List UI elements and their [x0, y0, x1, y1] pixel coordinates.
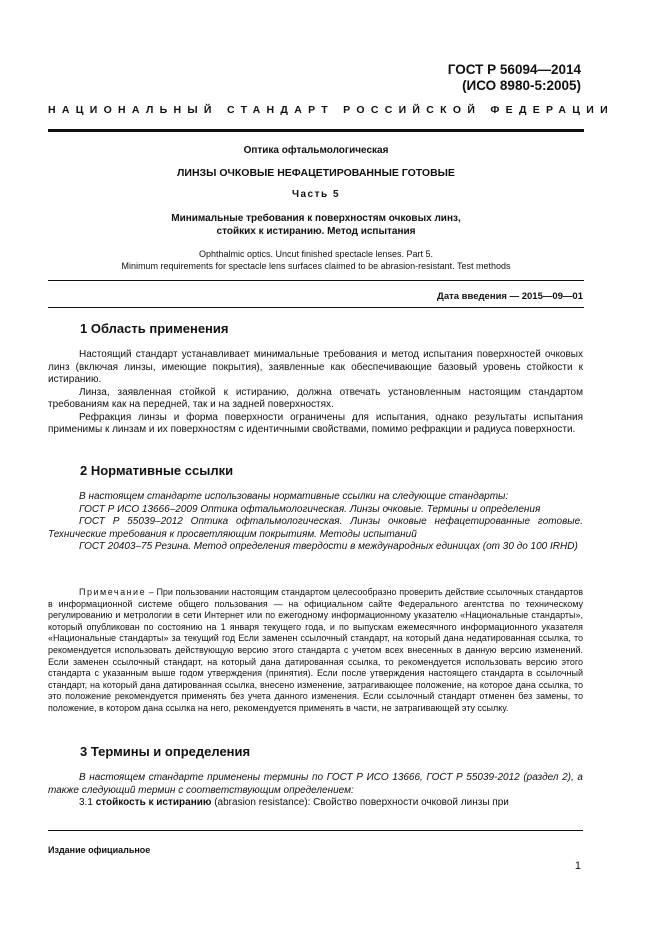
reference-item: ГОСТ 20403–75 Резина. Метод определения твердости в международных единицах (от 30 до 100 IRHD)	[79, 541, 578, 552]
header-rule	[48, 129, 584, 132]
section-1-paragraph: Линза, заявленная стойкой к истиранию, должна отвечать установленным настоящим стандартом требованиям как на передней, так и на задней поверхностях.	[48, 386, 583, 410]
iso-number: (ИСО 8980-5:2005)	[462, 78, 581, 93]
title-subtitle	[48, 212, 584, 238]
section-1-paragraph: Рефракция линзы и форма поверхности ограничены для испытания, однако результаты испытания применимы к линзам и их поверхностям с идентичными свойствами, помимо рефракции и радиуса поверхности.	[48, 411, 583, 435]
section-1-paragraph: Настоящий стандарт устанавливает минимальные требования и метод испытания поверхностей очковых линз (включая линзы, имеющие покрытия), заявленные как обеспечивающие базовый уровень стойкости к истиранию.	[48, 349, 583, 385]
title-main: ЛИНЗЫ ОЧКОВЫЕ НЕФАЦЕТИРОВАННЫЕ ГОТОВЫЕ	[177, 167, 455, 179]
english-line-1: Ophthalmic optics. Uncut finished spectacle lenses. Part 5.	[198, 249, 434, 259]
note-text: – При пользовании настоящим стандартом целесообразно проверить действие ссылочных стандартов в информационной системе общего пользования — на официальном сайте Федерального агентства по техническому регулированию и метрологии в сети Интернет или по ежегодному информационному указателю «Национальные стандарты», который опубликован по состоянию на 1 января текущего года, и по выпускам ежемесячного информационного указателя «Национальные стандарты» за текущий год Если заменен ссылочный стандарт, на который дана недатированная ссылка, то рекомендуется использовать действующую версию этого стандарта с учетом всех внесенных в данную версию изменений. Если заменен ссылочный стандарт, на который дана датированная ссылка, то рекомендуется использовать версию этого стандарта с указанным выше годом утверждения (принятия). Если после утверждения настоящего стандарта в ссылочный стандарт, на который дана датированная ссылка, внесено изменение, затрагивающее положение, на которое дана ссылка, то это положение рекомендуется применять без учета данного изменения. Если ссылочный стандарт отменен без замены, то положение, в котором дана ссылка на него, рекомендуется применять в части, не затрагивающей эту ссылку.	[48, 587, 583, 713]
title-category: Оптика офтальмологическая	[243, 145, 389, 156]
section-1-body	[48, 349, 583, 437]
term-name: стойкость к истиранию	[95, 797, 212, 808]
english-line-2: Minimum requirements for spectacle lens surfaces claimed to be abrasion-resistant. Test methods	[121, 261, 511, 271]
document-code	[448, 62, 581, 94]
references-note	[48, 587, 583, 715]
page-number: 1	[574, 860, 581, 872]
subtitle-line-1: Минимальные требования к поверхностям очковых линз,	[171, 213, 461, 224]
term-number: 3.1	[79, 797, 96, 808]
section-3-body	[48, 772, 583, 810]
section-3-heading: 3 Термины и определения	[80, 744, 251, 759]
gost-number: ГОСТ Р 56094—2014	[447, 62, 581, 77]
references-intro: В настоящем стандарте использованы нормативные ссылки на следующие стандарты:	[79, 491, 509, 502]
introduction-date: Дата введения — 2015—09—01	[437, 291, 583, 302]
title-rule	[48, 280, 584, 281]
term-definition	[48, 797, 583, 810]
title-english	[48, 248, 584, 272]
subtitle-line-2: стойких к истиранию. Метод испытания	[216, 226, 416, 237]
reference-item: ГОСТ Р ИСО 13666–2009 Оптика офтальмологическая. Линзы очковые. Термины и определения	[79, 503, 541, 515]
section-3-intro: В настоящем стандарте применены термины по ГОСТ Р ИСО 13666, ГОСТ Р 55039-2012 (раздел 2), а также следующий термин с соответствующим определением:	[48, 772, 583, 796]
note-label: Примечание	[79, 587, 147, 597]
reference-item: ГОСТ Р 55039–2012 Оптика офтальмологическая. Линзы очковые нефацетированные готовые. Технические требования к просветляющим покрытиям. Методы испытаний	[48, 516, 583, 540]
national-standard-banner: НАЦИОНАЛЬНЫЙ СТАНДАРТ РОССИЙСКОЙ ФЕДЕРАЦИИ	[48, 104, 614, 116]
date-rule	[48, 307, 584, 308]
section-1-heading: 1 Область применения	[80, 321, 229, 336]
section-2-heading: 2 Нормативные ссылки	[80, 463, 234, 478]
section-2-references	[48, 491, 583, 554]
term-definition-text: (abrasion resistance): Свойство поверхности очковой линзы при	[211, 797, 509, 808]
title-part: Часть 5	[291, 189, 341, 200]
footer-rule	[48, 830, 583, 831]
official-edition-label: Издание официальное	[48, 845, 151, 855]
